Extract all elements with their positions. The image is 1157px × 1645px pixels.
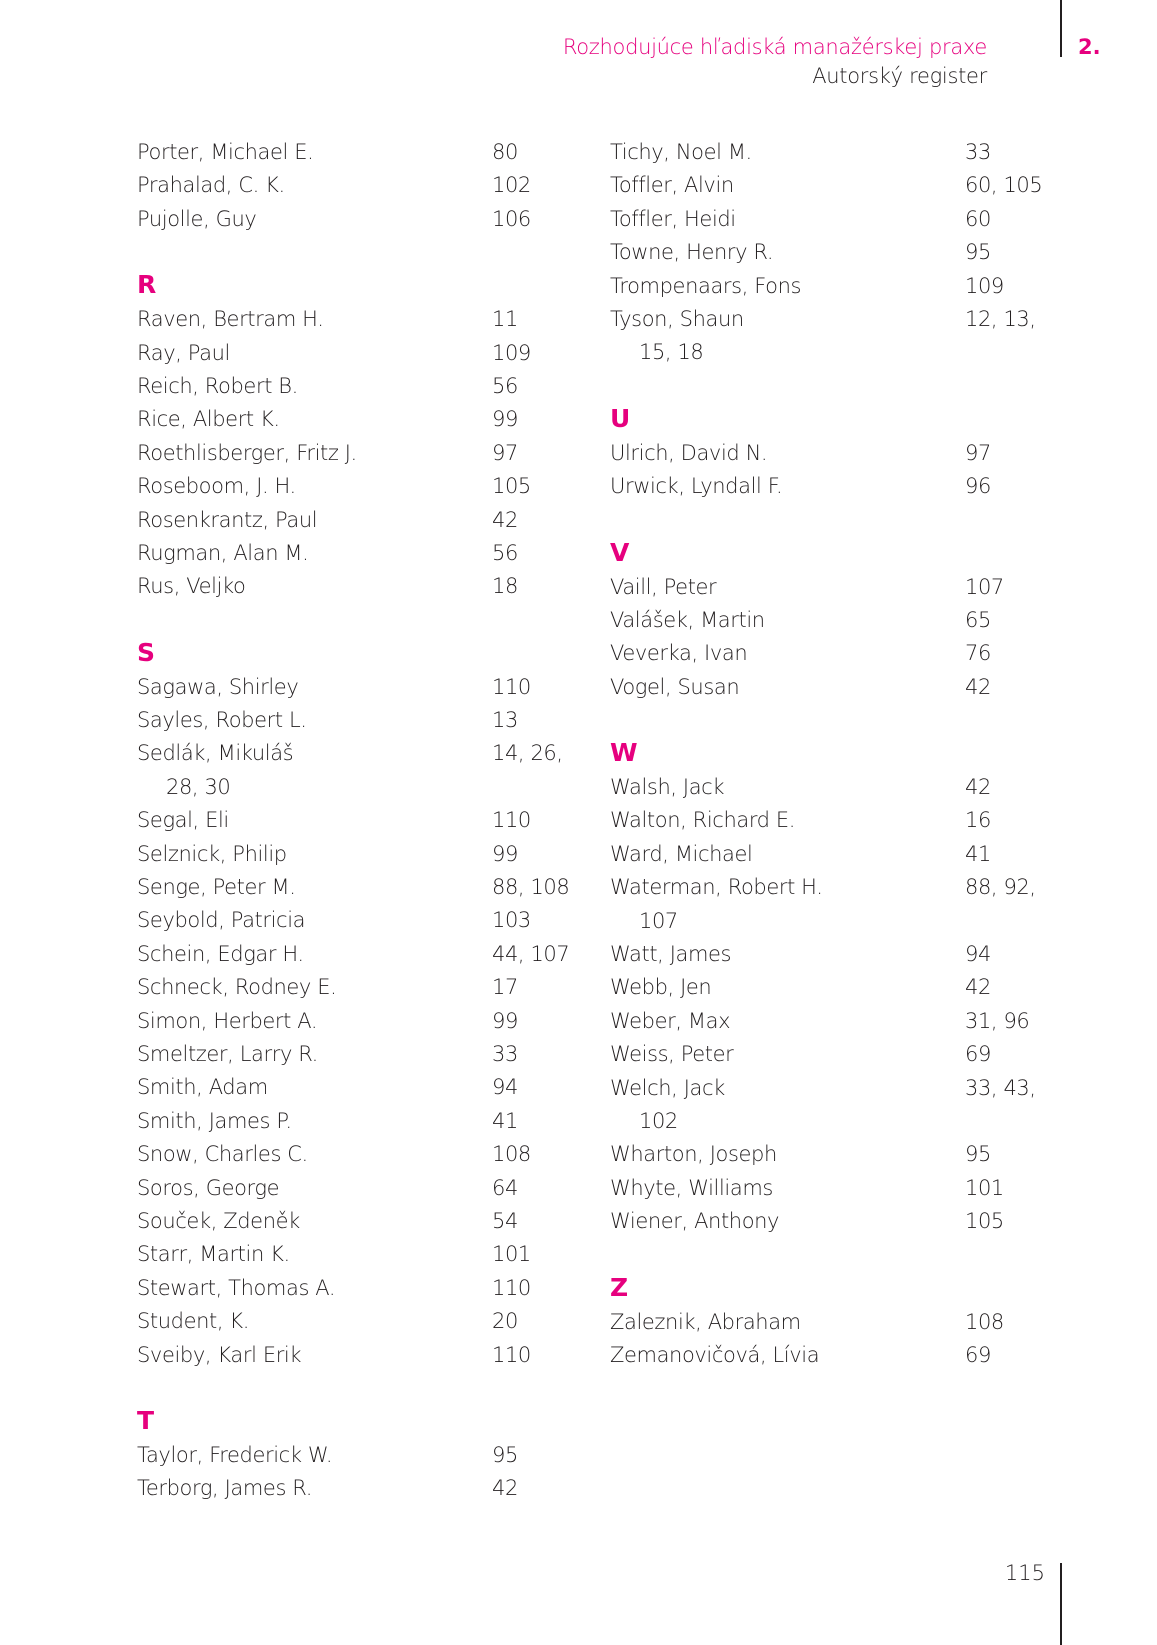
author-name: Rus, Veljko xyxy=(137,574,246,599)
author-name: Seybold, Patricia xyxy=(137,908,306,933)
author-name: Toffler, Alvin xyxy=(610,173,734,198)
page-references: 11 xyxy=(492,307,518,332)
index-entry xyxy=(610,838,1040,871)
author-name: Student, K. xyxy=(137,1309,250,1334)
author-name: Ward, Michael xyxy=(610,841,753,866)
author-name: Zemanovičová, Lívia xyxy=(610,1342,820,1367)
index-entry xyxy=(610,203,1040,236)
author-name: Pujolle, Guy xyxy=(137,206,257,231)
index-entry xyxy=(137,370,567,403)
index-entry xyxy=(137,470,567,503)
author-name: Weber, Max xyxy=(610,1008,731,1033)
page-references: 31, 96 xyxy=(965,1008,1030,1033)
index-letter-heading: R xyxy=(137,270,157,300)
index-entry xyxy=(610,303,1040,336)
author-name: Soros, George xyxy=(137,1175,280,1200)
index-letter-heading: T xyxy=(137,1405,155,1435)
index-entry xyxy=(610,571,1040,604)
page-references: 16 xyxy=(965,808,991,833)
page-references: 110 xyxy=(492,1342,531,1367)
author-name: Stewart, Thomas A. xyxy=(137,1275,336,1300)
page-references: 105 xyxy=(965,1209,1004,1234)
index-entry xyxy=(137,537,567,570)
index-entry xyxy=(610,470,1040,503)
index-entry xyxy=(137,1038,567,1071)
author-name: Toffler, Heidi xyxy=(610,206,736,231)
page-references: 42 xyxy=(965,975,991,1000)
chapter-title: Rozhodujúce hľadiská manažérskej praxe xyxy=(562,35,987,59)
author-name: Sagawa, Shirley xyxy=(137,674,299,699)
index-entry xyxy=(137,169,567,202)
index-entry xyxy=(610,1306,1040,1339)
page-references: 69 xyxy=(965,1042,991,1067)
index-entry xyxy=(610,236,1040,269)
page-references: 101 xyxy=(492,1242,531,1267)
page-references: 110 xyxy=(492,1275,531,1300)
section-gap xyxy=(610,704,1040,735)
page-references: 88, 92, xyxy=(965,875,1036,900)
page-references: 54 xyxy=(492,1208,518,1233)
author-name: Segal, Eli xyxy=(137,808,229,833)
page-references: 97 xyxy=(965,440,991,465)
index-entry xyxy=(137,203,567,236)
index-entry xyxy=(137,804,567,837)
page-references: 88, 108 xyxy=(492,875,570,900)
index-entry xyxy=(137,871,570,904)
page-references: 33 xyxy=(492,1041,518,1066)
author-name: Selznick, Philip xyxy=(137,841,287,866)
author-name: Smeltzer, Larry R. xyxy=(137,1041,318,1066)
index-entry xyxy=(610,169,1043,202)
chapter-number: 2. xyxy=(1078,35,1101,59)
page-references: 13 xyxy=(492,708,518,733)
author-name: Terborg, James R. xyxy=(137,1476,312,1501)
index-entry xyxy=(137,1238,567,1271)
page-references: 18 xyxy=(492,574,518,599)
index-entry xyxy=(137,1005,567,1038)
author-name: Schein, Edgar H. xyxy=(137,941,304,966)
author-name: Sayles, Robert L. xyxy=(137,708,307,733)
index-entry xyxy=(137,570,567,603)
index-entry xyxy=(610,1038,1040,1071)
page-references: 42 xyxy=(492,1476,518,1501)
author-name: Rosenkrantz, Paul xyxy=(137,507,318,532)
index-letter-heading: W xyxy=(610,738,638,768)
author-name: Whyte, Williams xyxy=(610,1175,773,1200)
index-entry xyxy=(137,303,567,336)
index-entry xyxy=(137,1439,567,1472)
page-references: 101 xyxy=(965,1175,1004,1200)
index-entry xyxy=(610,604,1040,637)
author-name: Weiss, Peter xyxy=(610,1042,734,1067)
page-references: 94 xyxy=(965,942,991,967)
author-name: Reich, Robert B. xyxy=(137,373,298,398)
index-entry xyxy=(137,704,567,737)
index-letter-heading: S xyxy=(137,637,156,667)
page-references: 109 xyxy=(492,340,531,365)
index-entry xyxy=(610,1005,1040,1038)
index-entry xyxy=(610,804,1040,837)
author-name: Zaleznik, Abraham xyxy=(610,1309,801,1334)
author-name: Roethlisberger, Fritz J. xyxy=(137,440,357,465)
index-entry xyxy=(137,136,567,169)
page-references-continued: 107 xyxy=(639,908,678,933)
author-name: Snow, Charles C. xyxy=(137,1142,308,1167)
author-name: Porter, Michael E. xyxy=(137,140,314,164)
author-name: Starr, Martin K. xyxy=(137,1242,290,1267)
index-entry xyxy=(610,1205,1040,1238)
page-references: 33 xyxy=(965,140,991,164)
index-entry xyxy=(137,904,567,937)
page-references: 97 xyxy=(492,440,518,465)
page-references: 64 xyxy=(492,1175,518,1200)
page-references: 69 xyxy=(965,1342,991,1367)
page-references: 33, 43, xyxy=(965,1075,1036,1100)
index-entry xyxy=(610,871,1040,904)
index-entry xyxy=(137,838,567,871)
index-entry xyxy=(610,971,1040,1004)
page-references: 42 xyxy=(965,674,991,699)
page-references: 65 xyxy=(965,607,991,632)
index-entry xyxy=(137,1138,567,1171)
section-gap xyxy=(610,1239,1040,1270)
author-name: Tyson, Shaun xyxy=(610,306,744,331)
page-references: 105 xyxy=(492,474,531,499)
author-name: Trompenaars, Fons xyxy=(610,273,802,298)
page-references: 95 xyxy=(492,1442,518,1467)
index-entry xyxy=(610,1138,1040,1171)
page-references: 99 xyxy=(492,407,518,432)
page-references: 60 xyxy=(965,206,991,231)
author-name: Vogel, Susan xyxy=(610,674,740,699)
index-entry xyxy=(137,737,567,770)
index-entry xyxy=(610,938,1040,971)
author-name: Roseboom, J. H. xyxy=(137,474,296,499)
page-references: 14, 26, xyxy=(492,741,563,766)
author-name: Sedlák, Mikuláš xyxy=(137,741,294,766)
index-entry xyxy=(137,1339,567,1372)
page-references: 103 xyxy=(492,908,531,933)
section-gap xyxy=(137,1372,567,1403)
author-name: Sveiby, Karl Erik xyxy=(137,1342,302,1367)
author-name: Souček, Zdeněk xyxy=(137,1208,300,1233)
page-references: 41 xyxy=(492,1108,518,1133)
author-name: Schneck, Rodney E. xyxy=(137,975,337,1000)
author-name: Towne, Henry R. xyxy=(610,240,774,265)
index-entry xyxy=(137,437,567,470)
page-references: 109 xyxy=(965,273,1004,298)
author-name: Urwick, Lyndall F. xyxy=(610,474,783,499)
index-letter-heading: U xyxy=(610,403,631,433)
page-references: 42 xyxy=(965,775,991,800)
author-name: Veverka, Ivan xyxy=(610,641,748,666)
author-name: Simon, Herbert A. xyxy=(137,1008,318,1033)
author-name: Raven, Bertram H. xyxy=(137,307,324,332)
index-entry xyxy=(610,1172,1040,1205)
page-references: 95 xyxy=(965,240,991,265)
author-name: Prahalad, C. K. xyxy=(137,173,285,198)
index-entry xyxy=(610,437,1040,470)
page-references: 56 xyxy=(492,540,518,565)
author-name: Walsh, Jack xyxy=(610,775,725,800)
index-column-left xyxy=(137,136,570,1506)
page-references: 17 xyxy=(492,975,518,1000)
author-name: Watt, James xyxy=(610,942,732,967)
index-entry xyxy=(137,1305,567,1338)
author-name: Rugman, Alan M. xyxy=(137,540,309,565)
running-header xyxy=(563,33,987,91)
index-entry xyxy=(137,504,567,537)
page-references: 56 xyxy=(492,373,518,398)
page-references: 44, 107 xyxy=(492,941,570,966)
index-entry xyxy=(610,637,1040,670)
author-name: Waterman, Robert H. xyxy=(610,875,823,900)
page-references: 60, 105 xyxy=(965,173,1043,198)
footer-divider-line xyxy=(1060,1563,1062,1645)
index-entry xyxy=(137,1071,567,1104)
page-references: 107 xyxy=(965,574,1004,599)
index-entry xyxy=(137,671,567,704)
author-name: Wiener, Anthony xyxy=(610,1209,780,1234)
page-references-continued: 28, 30 xyxy=(166,774,231,799)
index-entry xyxy=(137,403,567,436)
index-letter-heading: Z xyxy=(610,1272,629,1302)
page-references: 41 xyxy=(965,841,991,866)
page-references-continued: 102 xyxy=(639,1108,678,1133)
author-name: Valášek, Martin xyxy=(610,607,765,632)
page-number: 115 xyxy=(1004,1561,1045,1585)
section-title: Autorský register xyxy=(812,64,987,88)
index-letter-heading: V xyxy=(610,537,630,567)
index-entry xyxy=(137,1172,567,1205)
page-references: 76 xyxy=(965,641,991,666)
page-references: 96 xyxy=(965,474,991,499)
index-entry xyxy=(610,1072,1040,1105)
author-name: Senge, Peter M. xyxy=(137,875,296,900)
author-name: Rice, Albert K. xyxy=(137,407,280,432)
section-gap xyxy=(137,604,567,635)
index-entry xyxy=(610,671,1040,704)
page-references: 110 xyxy=(492,808,531,833)
page-references: 99 xyxy=(492,1008,518,1033)
page-references: 108 xyxy=(965,1309,1004,1334)
author-name: Vaill, Peter xyxy=(610,574,717,599)
index-entry xyxy=(137,337,567,370)
author-name: Smith, James P. xyxy=(137,1108,292,1133)
author-name: Wharton, Joseph xyxy=(610,1142,777,1167)
page-references: 99 xyxy=(492,841,518,866)
page-references: 20 xyxy=(492,1309,518,1334)
section-gap xyxy=(137,236,567,267)
index-entry xyxy=(137,938,570,971)
index-entry xyxy=(137,1272,567,1305)
index-entry xyxy=(137,1472,567,1505)
page-references: 94 xyxy=(492,1075,518,1100)
index-entry xyxy=(610,771,1040,804)
page-references: 12, 13, xyxy=(965,306,1036,331)
section-gap xyxy=(610,370,1040,401)
index-entry xyxy=(610,136,1040,169)
index-entry xyxy=(137,1105,567,1138)
index-column-right xyxy=(610,136,1043,1372)
page-references: 108 xyxy=(492,1142,531,1167)
index-entry xyxy=(610,1339,1040,1372)
author-name: Ray, Paul xyxy=(137,340,230,365)
page-references: 102 xyxy=(492,173,531,198)
author-name: Ulrich, David N. xyxy=(610,440,768,465)
author-name: Webb, Jen xyxy=(610,975,712,1000)
page-references: 95 xyxy=(965,1142,991,1167)
index-entry xyxy=(137,1205,567,1238)
index-entry xyxy=(137,971,567,1004)
author-name: Smith, Adam xyxy=(137,1075,268,1100)
page-references: 42 xyxy=(492,507,518,532)
author-name: Welch, Jack xyxy=(610,1075,725,1100)
author-name: Tichy, Noel M. xyxy=(610,140,752,164)
index-entry xyxy=(610,270,1040,303)
page-references: 80 xyxy=(492,140,518,164)
page-references-continued: 15, 18 xyxy=(639,340,704,365)
page-references: 110 xyxy=(492,674,531,699)
page-references: 106 xyxy=(492,206,531,231)
author-name: Walton, Richard E. xyxy=(610,808,796,833)
author-name: Taylor, Frederick W. xyxy=(137,1442,333,1467)
section-gap xyxy=(610,504,1040,535)
header-divider-line xyxy=(1060,0,1062,57)
